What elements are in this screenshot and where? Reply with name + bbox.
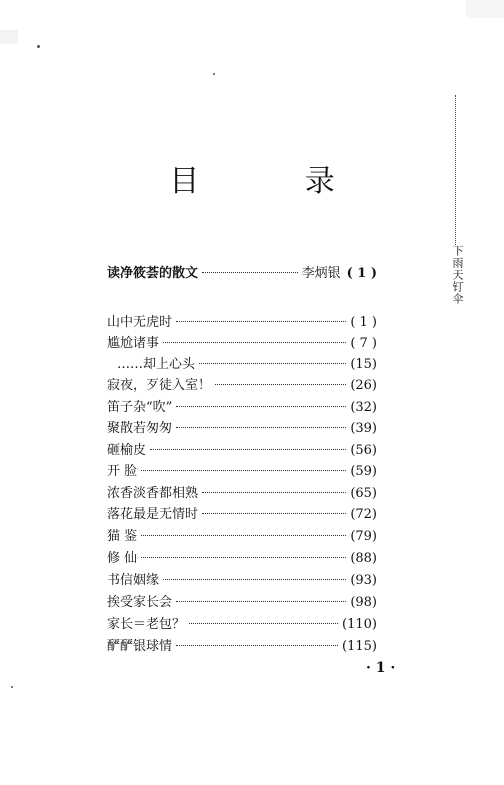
entry-page: (39) <box>350 421 377 436</box>
dot-leader <box>150 449 346 450</box>
toc-entry[interactable] <box>107 417 377 437</box>
page-title: 目 录 <box>169 164 383 199</box>
dot-leader <box>163 342 346 343</box>
entry-title: 尴尬诸事 <box>107 336 160 351</box>
toc-entry[interactable] <box>107 591 377 611</box>
dot-leader <box>199 363 346 364</box>
entry-page: (88) <box>350 551 377 566</box>
entry-author: 李炳银 <box>301 266 341 281</box>
dot-leader <box>202 513 346 514</box>
toc-entry[interactable] <box>107 547 377 567</box>
entry-page: (56) <box>350 443 377 458</box>
dot-leader <box>176 321 346 322</box>
dot-leader <box>141 557 346 558</box>
scan-speck <box>11 686 13 688</box>
spine-book-title: 下雨天钉伞 <box>451 245 464 305</box>
toc-entry[interactable] <box>107 525 377 545</box>
dot-leader <box>176 427 346 428</box>
entry-page: (79) <box>350 529 377 544</box>
dot-leader <box>163 579 346 580</box>
entry-page: (98) <box>350 595 377 610</box>
dot-leader <box>202 272 298 273</box>
entry-page: ( 7 ) <box>350 336 377 351</box>
toc-entry[interactable] <box>107 503 377 523</box>
toc-entry[interactable] <box>107 613 377 633</box>
entry-page: (32) <box>350 400 377 415</box>
toc-entry[interactable] <box>107 482 377 502</box>
toc-entry[interactable] <box>107 635 377 655</box>
entry-title: 修 仙 <box>107 551 138 566</box>
toc-entry[interactable] <box>107 396 377 416</box>
toc-entry[interactable] <box>107 374 377 394</box>
entry-page: (59) <box>350 464 377 479</box>
toc-entry[interactable] <box>107 353 377 373</box>
entry-page: (65) <box>350 486 377 501</box>
page-number: · 1 · <box>366 660 396 676</box>
entry-title: 挨受家长会 <box>107 595 173 610</box>
entry-title: 开 脸 <box>107 464 138 479</box>
entry-title: 笛子杂“吹” <box>107 400 173 415</box>
scan-edge-mark <box>0 30 18 44</box>
entry-title: ……却上心头 <box>117 357 196 372</box>
entry-title: 聚散若匆匆 <box>107 421 173 436</box>
entry-page: (15) <box>350 357 377 372</box>
dot-leader <box>202 492 346 493</box>
scan-edge-shadow <box>466 0 504 18</box>
entry-page: (72) <box>350 507 377 522</box>
toc-entry[interactable] <box>107 332 377 352</box>
entry-page: ( 1 ) <box>346 266 377 281</box>
entry-page: (26) <box>350 378 377 393</box>
dot-leader <box>141 470 346 471</box>
toc-entry[interactable] <box>107 439 377 459</box>
dot-leader <box>176 601 346 602</box>
entry-title: 浓香淡香都相熟 <box>107 486 199 501</box>
dot-leader <box>176 645 338 646</box>
spine-dotted-rule <box>455 95 456 245</box>
toc-entry[interactable] <box>107 311 377 331</box>
toc-entry[interactable] <box>107 569 377 589</box>
toc-entry[interactable] <box>107 460 377 480</box>
entry-page: (115) <box>342 639 377 654</box>
scan-speck <box>37 45 40 48</box>
entry-title: 砸榆皮 <box>107 443 147 458</box>
entry-page: (93) <box>350 573 377 588</box>
entry-title: 读净筱荟的散文 <box>107 266 199 281</box>
dot-leader <box>141 535 346 536</box>
toc-entry-intro[interactable] <box>107 262 377 282</box>
entry-title: 寂夜，歹徒入室！ <box>107 378 212 393</box>
entry-title: 落花最是无情时 <box>107 507 199 522</box>
dot-leader <box>176 406 346 407</box>
dot-leader <box>189 623 338 624</box>
entry-title: 家长＝老包？ <box>107 617 186 632</box>
entry-title: 酽酽银球情 <box>107 639 173 654</box>
dot-leader <box>215 384 346 385</box>
scan-speck <box>213 73 215 75</box>
entry-title: 山中无虎时 <box>107 315 173 330</box>
entry-page: ( 1 ) <box>350 315 377 330</box>
entry-title: 书信姻缘 <box>107 573 160 588</box>
running-title <box>447 95 465 335</box>
entry-title: 猫 鉴 <box>107 529 138 544</box>
entry-page: (110) <box>342 617 377 632</box>
